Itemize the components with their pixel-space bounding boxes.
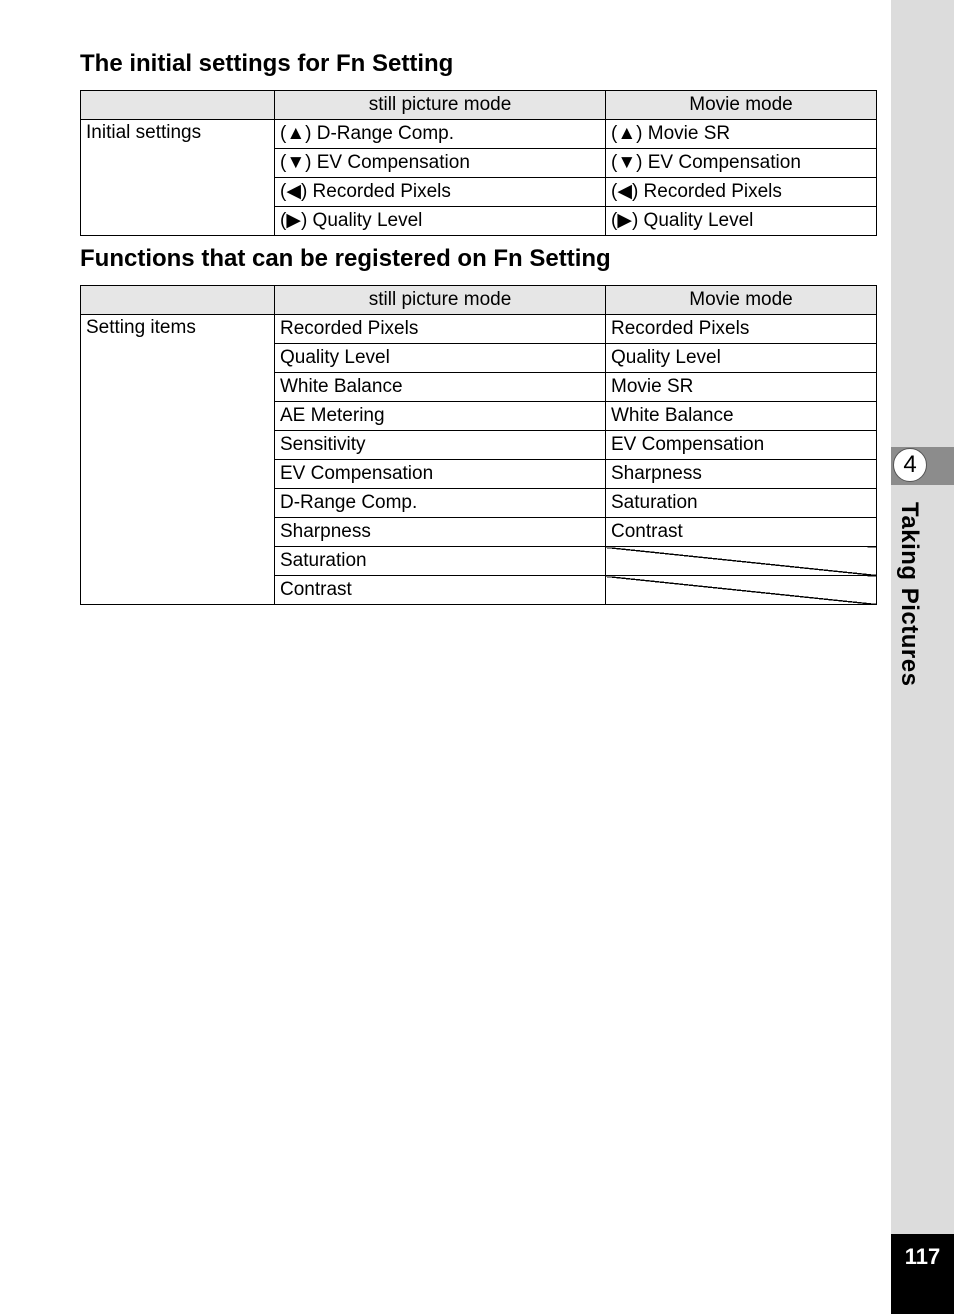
cell-still: Contrast	[275, 576, 606, 605]
cell-still: D-Range Comp.	[275, 489, 606, 518]
header-cell-blank	[81, 286, 275, 315]
cell-still: AE Metering	[275, 402, 606, 431]
page-number: 117	[891, 1234, 954, 1314]
cell-still: Saturation	[275, 547, 606, 576]
chapter-title: Taking Pictures	[896, 502, 923, 687]
cell-still: Sharpness	[275, 518, 606, 547]
cell-movie-empty	[606, 576, 877, 605]
cell-movie: EV Compensation	[606, 431, 877, 460]
table-body	[81, 315, 877, 605]
cell-still: EV Compensation	[275, 460, 606, 489]
cell-movie: White Balance	[606, 402, 877, 431]
header-cell-still: still picture mode	[275, 286, 606, 315]
row-label: Initial settings	[81, 120, 275, 236]
cell-movie: Saturation	[606, 489, 877, 518]
section-heading-initial-settings: The initial settings for Fn Setting	[80, 50, 454, 77]
section-heading-functions: Functions that can be registered on Fn Setting	[80, 245, 611, 272]
registrable-functions-table	[80, 285, 877, 605]
chapter-number: 4	[893, 448, 927, 482]
header-cell-blank	[81, 91, 275, 120]
table-header-row	[81, 91, 877, 120]
cell-movie: (◀) Recorded Pixels	[606, 178, 877, 207]
cell-still: White Balance	[275, 373, 606, 402]
table-body	[81, 120, 877, 236]
cell-still: (◀) Recorded Pixels	[275, 178, 606, 207]
cell-movie: (▶) Quality Level	[606, 207, 877, 236]
cell-movie: Sharpness	[606, 460, 877, 489]
table-row	[81, 315, 877, 344]
cell-still: Quality Level	[275, 344, 606, 373]
cell-still: Recorded Pixels	[275, 315, 606, 344]
cell-movie: Contrast	[606, 518, 877, 547]
cell-still: (▼) EV Compensation	[275, 149, 606, 178]
initial-settings-table	[80, 90, 877, 236]
cell-still: (▶) Quality Level	[275, 207, 606, 236]
header-cell-still: still picture mode	[275, 91, 606, 120]
cell-still: Sensitivity	[275, 431, 606, 460]
header-cell-movie: Movie mode	[606, 286, 877, 315]
cell-movie: Movie SR	[606, 373, 877, 402]
cell-movie: (▼) EV Compensation	[606, 149, 877, 178]
cell-movie: Recorded Pixels	[606, 315, 877, 344]
table-header-row	[81, 286, 877, 315]
cell-movie: Quality Level	[606, 344, 877, 373]
row-label: Setting items	[81, 315, 275, 605]
table-row	[81, 120, 877, 149]
cell-still: (▲) D-Range Comp.	[275, 120, 606, 149]
cell-movie-empty	[606, 547, 877, 576]
header-cell-movie: Movie mode	[606, 91, 877, 120]
cell-movie: (▲) Movie SR	[606, 120, 877, 149]
